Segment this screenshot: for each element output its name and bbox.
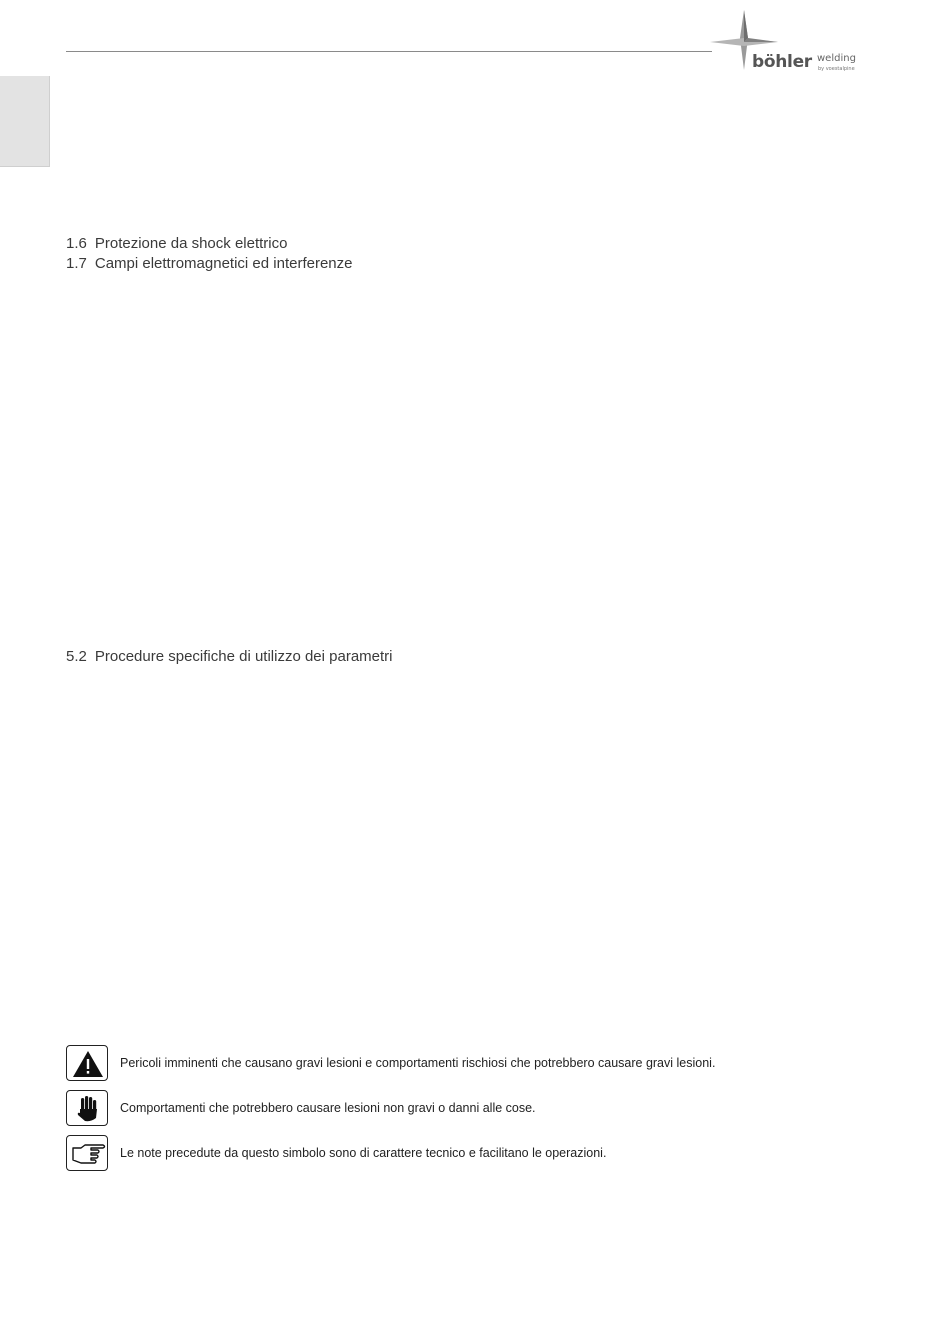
toc-number: 5.2 — [66, 648, 87, 665]
toc-entry[interactable] — [66, 235, 287, 252]
toc-title: Procedure specifiche di utilizzo dei parametri — [94, 648, 393, 665]
toc-title: Protezione da shock elettrico — [94, 235, 288, 252]
legend-note-text: Le note precedute da questo simbolo sono di carattere tecnico e facilitano le operazioni. — [120, 1146, 607, 1160]
logo-brand: böhler — [752, 52, 812, 72]
warning-triangle-icon — [66, 1045, 108, 1081]
logo-tagline: by voestalpine — [818, 66, 855, 72]
legend-caution-text: Comportamenti che potrebbero causare lesioni non gravi o danni alle cose. — [120, 1101, 536, 1115]
toc-number: 1.6 — [66, 235, 87, 252]
toc-title: Campi elettromagnetici ed interferenze — [94, 255, 353, 272]
header-rule — [66, 51, 712, 52]
legend-danger-text: Pericoli imminenti che causano gravi lesioni e comportamenti rischiosi che potrebbero causare gravi lesioni. — [120, 1056, 716, 1070]
toc-number: 1.7 — [66, 255, 87, 272]
bohler-welding-logo — [708, 8, 868, 80]
language-tab — [0, 76, 50, 167]
pointing-hand-icon — [66, 1135, 108, 1171]
toc-entry[interactable] — [66, 255, 353, 272]
logo-brand-suffix: welding — [817, 53, 856, 64]
stop-hand-icon — [66, 1090, 108, 1126]
toc-entry[interactable] — [66, 648, 393, 665]
